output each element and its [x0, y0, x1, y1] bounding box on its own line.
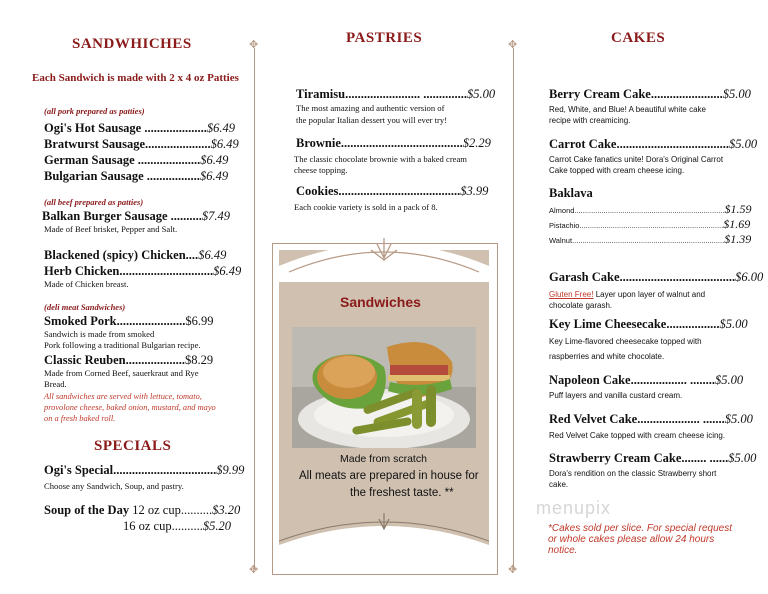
- menu-item-herb-chicken: [44, 264, 241, 279]
- menu-item-german-sausage: [44, 153, 228, 168]
- tiramisu-desc-2: the popular Italian dessert you will ever try!: [296, 115, 448, 125]
- herb-desc: Made of Chicken breast.: [44, 279, 129, 289]
- item-price: $6.49: [213, 264, 242, 278]
- soup-of-the-day-row: [44, 503, 240, 518]
- tiramisu-desc-1: The most amazing and authentic version of: [296, 103, 445, 113]
- menu-item-classic-reuben: [44, 353, 213, 368]
- carrot-desc-1: Carrot Cake fanatics unite! Dora's Original Carrot: [549, 155, 724, 164]
- item-name: Herb Chicken..............................: [44, 264, 214, 278]
- ogis-special-desc: Choose any Sandwich, Soup, and pastry.: [44, 481, 184, 491]
- pork-note: (all pork prepared as patties): [44, 106, 145, 116]
- menu-item-ogis-special: [44, 463, 244, 478]
- right-divider-top-ornament: ✥: [508, 39, 518, 51]
- sandwiches-subtitle: Each Sandwich is made with 2 x 4 oz Patties: [32, 72, 239, 84]
- item-name: Ogi's Hot Sausage ....................: [44, 121, 207, 135]
- menu-item-red-velvet-cake: [549, 412, 753, 427]
- baklava-row-walnut: [549, 232, 751, 247]
- item-price: $6.00: [735, 270, 764, 284]
- reuben-desc-1: Made from Corned Beef, sauerkraut and Rye: [44, 368, 199, 378]
- cakes-footnote-1: *Cakes sold per slice. For special request: [548, 523, 732, 534]
- panel-bottom-ornament: [279, 505, 489, 566]
- baklava-heading: Baklava: [549, 186, 593, 200]
- right-divider-bottom-ornament: ✥: [508, 564, 518, 576]
- item-name: Smoked Pork......................: [44, 314, 186, 328]
- item-price: $5.00: [728, 451, 757, 465]
- menu-item-ogis-hot-sausage: [44, 121, 235, 136]
- item-price: $2.29: [462, 136, 491, 150]
- reuben-desc-2: Bread.: [44, 379, 67, 389]
- item-name: Berry Cream Cake.......................: [549, 87, 723, 101]
- item-name: Balkan Burger Sausage ..........: [42, 209, 202, 223]
- menu-item-tiramisu: [296, 87, 495, 102]
- brownie-desc-2: cheese topping.: [294, 165, 348, 175]
- panel-arch-ornament: [279, 232, 489, 282]
- keylime-desc-2: raspberries and white chocolate.: [549, 352, 665, 361]
- item-price: $1.69: [723, 217, 751, 231]
- soup-price-12: $3.20: [212, 503, 241, 517]
- item-name: Red Velvet Cake.................... .......: [549, 412, 725, 426]
- menu-item-blackened-chicken: [44, 248, 226, 263]
- cookies-desc: Each cookie variety is sold in a pack of 8.: [294, 202, 438, 212]
- item-name: Strawberry Cream Cake........ ......: [549, 451, 729, 465]
- item-price: $6.49: [210, 137, 239, 151]
- item-price: $6.49: [206, 121, 235, 135]
- garash-desc-2: chocolate garash.: [549, 301, 613, 310]
- sandwiches-heading: SANDWHICHES: [72, 36, 192, 52]
- beef-note: (all beef prepared as patties): [44, 197, 144, 207]
- menu-item-bratwurst-sausage: [44, 137, 239, 152]
- balkan-desc: Made of Beef brisket, Pepper and Salt.: [44, 224, 178, 234]
- item-price: $5.00: [714, 373, 744, 387]
- item-price: $1.59: [724, 202, 752, 216]
- keylime-desc-1: Key Lime-flavored cheesecake topped with: [549, 337, 702, 346]
- item-price: $5.00: [728, 137, 758, 151]
- berry-desc-2: recipe with creamicing.: [549, 116, 631, 125]
- strawberry-desc-1: Dora's rendition on the classic Strawberry short: [549, 469, 717, 478]
- deli-note: (deli meat Sandwiches): [44, 302, 126, 312]
- menu-item-brownie: [296, 136, 491, 151]
- menu-item-bulgarian-sausage: [44, 169, 228, 184]
- menu-item-balkan-burger: [42, 209, 230, 224]
- left-divider-bottom-ornament: ✥: [249, 564, 259, 576]
- item-price: $6.49: [199, 169, 229, 183]
- item-name: Ogi's Special.................................: [44, 463, 217, 477]
- pastries-heading: PASTRIES: [346, 30, 423, 46]
- left-divider-top-ornament: ✥: [249, 39, 259, 51]
- item-name: Brownie.......................................: [296, 136, 463, 150]
- soup-label: Soup of the Day: [44, 503, 130, 517]
- soup-price-16: $5.20: [202, 519, 231, 533]
- menu-item-carrot-cake: [549, 137, 757, 152]
- item-price: $5.00: [724, 412, 753, 426]
- item-name: Blackened (spicy) Chicken....: [44, 248, 199, 262]
- item-price: $1.39: [724, 232, 752, 246]
- item-name: Carrot Cake....................................: [549, 137, 729, 151]
- item-price: $3.99: [460, 184, 489, 198]
- menupix-watermark: menupix: [536, 498, 612, 518]
- left-divider: [254, 48, 255, 570]
- item-name: Bratwurst Sausage.....................: [44, 137, 211, 151]
- item-price: $5.00: [722, 87, 751, 101]
- baklava-row-pistachio: [549, 217, 750, 232]
- smoked-desc-1: Sandwich is made from smoked: [44, 329, 155, 339]
- cakes-footnote-3: notice.: [548, 545, 578, 556]
- menu-item-cookies: [296, 184, 488, 199]
- soup-size-16: 16 oz cup..........: [123, 519, 203, 533]
- panel-made-from-scratch: Made from scratch: [340, 453, 427, 465]
- item-name: Bulgarian Sausage .................: [44, 169, 200, 183]
- item-price: $6.49: [200, 153, 229, 167]
- menu-item-berry-cream-cake: [549, 87, 751, 102]
- item-price: $6.49: [198, 248, 227, 262]
- specials-heading: SPECIALS: [94, 438, 172, 454]
- item-price: $5.00: [466, 87, 496, 101]
- napoleon-desc: Puff layers and vanilla custard cream.: [549, 391, 683, 400]
- soup-16oz-row: [123, 519, 231, 534]
- panel-title: Sandwiches: [340, 294, 421, 310]
- item-name: Pistachio.....................................................................: [549, 221, 724, 230]
- carrot-desc-2: Cake topped with cream cheese icing.: [549, 166, 685, 175]
- item-price: $5.00: [719, 317, 748, 331]
- item-price: $9.99: [216, 463, 245, 477]
- gluten-free-label: Gluten Free!: [549, 290, 594, 299]
- panel-line-3: the freshest taste. **: [350, 487, 454, 499]
- served-note-2: provolone cheese, baked onion, mustard, and mayo: [44, 403, 216, 412]
- item-name: German Sausage ....................: [44, 153, 201, 167]
- panel-line-2: All meats are prepared in house for: [299, 470, 479, 482]
- brownie-desc-1: The classic chocolate brownie with a baked cream: [294, 154, 467, 164]
- menu-item-napoleon-cake: [549, 373, 743, 388]
- menu-item-key-lime-cheesecake: [549, 317, 748, 332]
- served-note-1: All sandwiches are served with lettuce, tomato,: [44, 392, 202, 401]
- menu-item-smoked-pork: [44, 314, 213, 329]
- menu-item-strawberry-cream-cake: [549, 451, 756, 466]
- garash-desc-text: Layer upon layer of walnut and: [593, 290, 706, 299]
- served-note-3: on a fresh baked roll.: [44, 414, 116, 423]
- baklava-row-almond: [549, 202, 751, 217]
- item-name: Classic Reuben...................: [44, 353, 185, 367]
- redvelvet-desc: Red Velvet Cake topped with cream cheese icing.: [549, 431, 726, 440]
- right-divider: [513, 48, 514, 570]
- garash-desc-1: [549, 289, 705, 300]
- item-name: Walnut.........................................................................: [549, 236, 725, 245]
- berry-desc-1: Red, White, and Blue! A beautiful white cake: [549, 105, 706, 114]
- soup-size-12: 12 oz cup..........: [132, 503, 213, 517]
- item-name: Tiramisu........................ ..............: [296, 87, 467, 101]
- strawberry-desc-2: cake.: [549, 480, 569, 489]
- cakes-footnote-2: or whole cakes please allow 24 hours: [548, 534, 715, 545]
- cakes-heading: CAKES: [611, 30, 666, 46]
- sandwich-photo: [292, 327, 476, 448]
- item-name: Napoleon Cake.................. ........: [549, 373, 715, 387]
- item-name: Garash Cake.....................................: [549, 270, 736, 284]
- item-price: $7.49: [201, 209, 230, 223]
- menu-item-garash-cake: [549, 270, 763, 285]
- item-price: $6.99: [185, 314, 214, 328]
- item-name: Key Lime Cheesecake.................: [549, 317, 720, 331]
- smoked-desc-2: Pork following a traditional Bulgarian recipe.: [44, 340, 201, 350]
- item-name: Cookies.......................................: [296, 184, 461, 198]
- item-price: $8.29: [184, 353, 214, 367]
- item-name: Almond........................................................................: [549, 206, 725, 215]
